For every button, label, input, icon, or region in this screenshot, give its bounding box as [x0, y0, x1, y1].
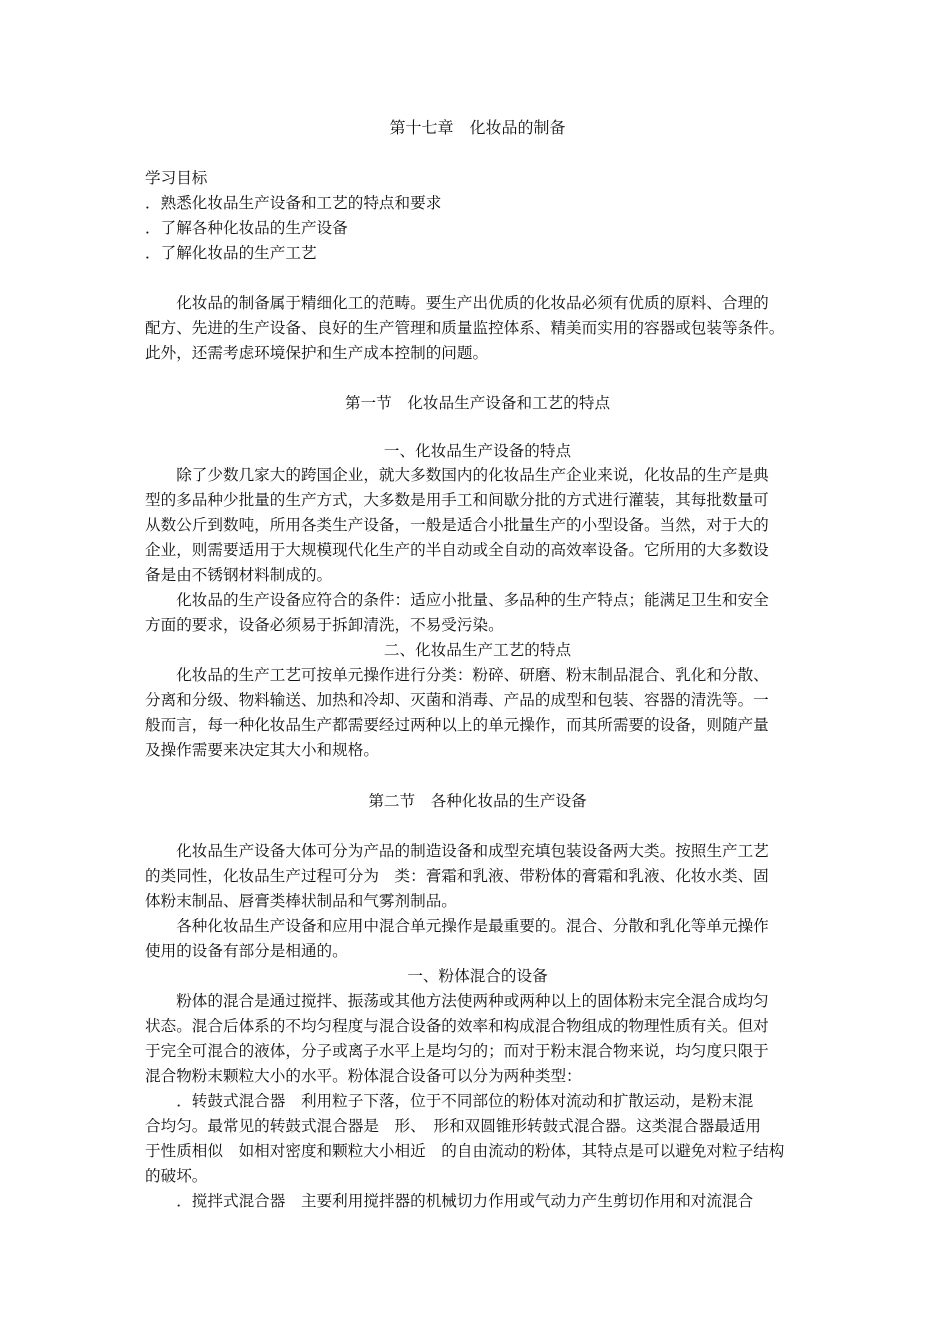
section2-title: 第二节 各种化妆品的生产设备: [368, 792, 587, 810]
objective-item: ．了解化妆品的生产工艺: [145, 244, 317, 262]
objectives-heading: 学习目标: [145, 169, 208, 187]
paragraph-line: 混合物粉末颗粒大小的水平。粉体混合设备可以分为两种类型：: [145, 1067, 582, 1085]
objective-item: ．了解各种化妆品的生产设备: [145, 219, 348, 237]
paragraph-line: 般而言，每一种化妆品生产都需要经过两种以上的单元操作，而其所需要的设备，则随产量: [145, 716, 769, 734]
paragraph-line: 于完全可混合的液体，分子或离子水平上是均匀的；而对于粉末混合物来说，均匀度只限于: [145, 1042, 769, 1060]
paragraph-line: 粉体的混合是通过搅拌、振荡或其他方法使两种或两种以上的固体粉末完全混合成均匀: [145, 992, 769, 1010]
paragraph-line: 备是由不锈钢材料制成的。: [145, 566, 333, 584]
paragraph-line: 体粉末制品、唇膏类棒状制品和气雾剂制品。: [145, 892, 457, 910]
paragraph-line: 型的多品种少批量的生产方式，大多数是用手工和间歇分批的方式进行灌装，其每批数量可: [145, 491, 769, 509]
section1-sub2-title: 二、化妆品生产工艺的特点: [383, 641, 572, 659]
paragraph-line: 分离和分级、物料输送、加热和冷却、灭菌和消毒、产品的成型和包装、容器的清洗等。一: [145, 691, 769, 709]
paragraph-line: 从数公斤到数吨，所用各类生产设备，一般是适合小批量生产的小型设备。当然，对于大的: [145, 516, 769, 534]
intro-line: 配方、先进的生产设备、良好的生产管理和质量监控体系、精美而实用的容器或包装等条件。: [145, 319, 785, 337]
paragraph-line: ．搅拌式混合器 主要利用搅拌器的机械切力作用或气动力产生剪切作用和对流混合: [145, 1192, 754, 1210]
paragraph-line: 方面的要求，设备必须易于拆卸清洗，不易受污染。: [145, 616, 504, 634]
paragraph-line: 各种化妆品生产设备和应用中混合单元操作是最重要的。混合、分散和乳化等单元操作: [145, 917, 769, 935]
paragraph-line: 使用的设备有部分是相通的。: [145, 942, 348, 960]
paragraph-line: 状态。混合后体系的不均匀程度与混合设备的效率和构成混合物组成的物理性质有关。但对: [145, 1017, 769, 1035]
paragraph-line: 化妆品的生产设备应符合的条件：适应小批量、多品种的生产特点；能满足卫生和安全: [145, 591, 769, 609]
paragraph-line: ．转鼓式混合器 利用粒子下落，位于不同部位的粉体对流动和扩散运动，是粉末混: [145, 1092, 754, 1110]
section2-sub1-title: 一、粉体混合的设备: [407, 967, 548, 985]
paragraph-line: 及操作需要来决定其大小和规格。: [145, 741, 379, 759]
section1-sub1-title: 一、化妆品生产设备的特点: [383, 442, 572, 460]
paragraph-line: 化妆品生产设备大体可分为产品的制造设备和成型充填包装设备两大类。按照生产工艺: [145, 842, 769, 860]
section1-title: 第一节 化妆品生产设备和工艺的特点: [344, 394, 611, 412]
paragraph-line: 的类同性，化妆品生产过程可分为 类：膏霜和乳液、带粉体的膏霜和乳液、化妆水类、固: [145, 867, 769, 885]
paragraph-line: 企业，则需要适用于大规模现代化生产的半自动或全自动的高效率设备。它所用的大多数设: [145, 541, 769, 559]
paragraph-line: 的破坏。: [145, 1167, 208, 1185]
intro-line: 化妆品的制备属于精细化工的范畴。要生产出优质的化妆品必须有优质的原料、合理的: [145, 294, 769, 312]
chapter-title: 第十七章 化妆品的制备: [389, 118, 566, 137]
paragraph-line: 除了少数几家大的跨国企业，就大多数国内的化妆品生产企业来说，化妆品的生产是典: [145, 466, 769, 484]
objective-item: ．熟悉化妆品生产设备和工艺的特点和要求: [145, 194, 442, 212]
paragraph-line: 合均匀。最常见的转鼓式混合器是 形、 形和双圆锥形转鼓式混合器。这类混合器最适用: [145, 1117, 761, 1135]
paragraph-line: 于性质相似 如相对密度和颗粒大小相近 的自由流动的粉体，其特点是可以避免对粒子结构: [145, 1142, 785, 1160]
paragraph-line: 化妆品的生产工艺可按单元操作进行分类：粉碎、研磨、粉末制品混合、乳化和分散、: [145, 666, 769, 684]
intro-line: 此外，还需考虑环境保护和生产成本控制的问题。: [145, 344, 489, 362]
